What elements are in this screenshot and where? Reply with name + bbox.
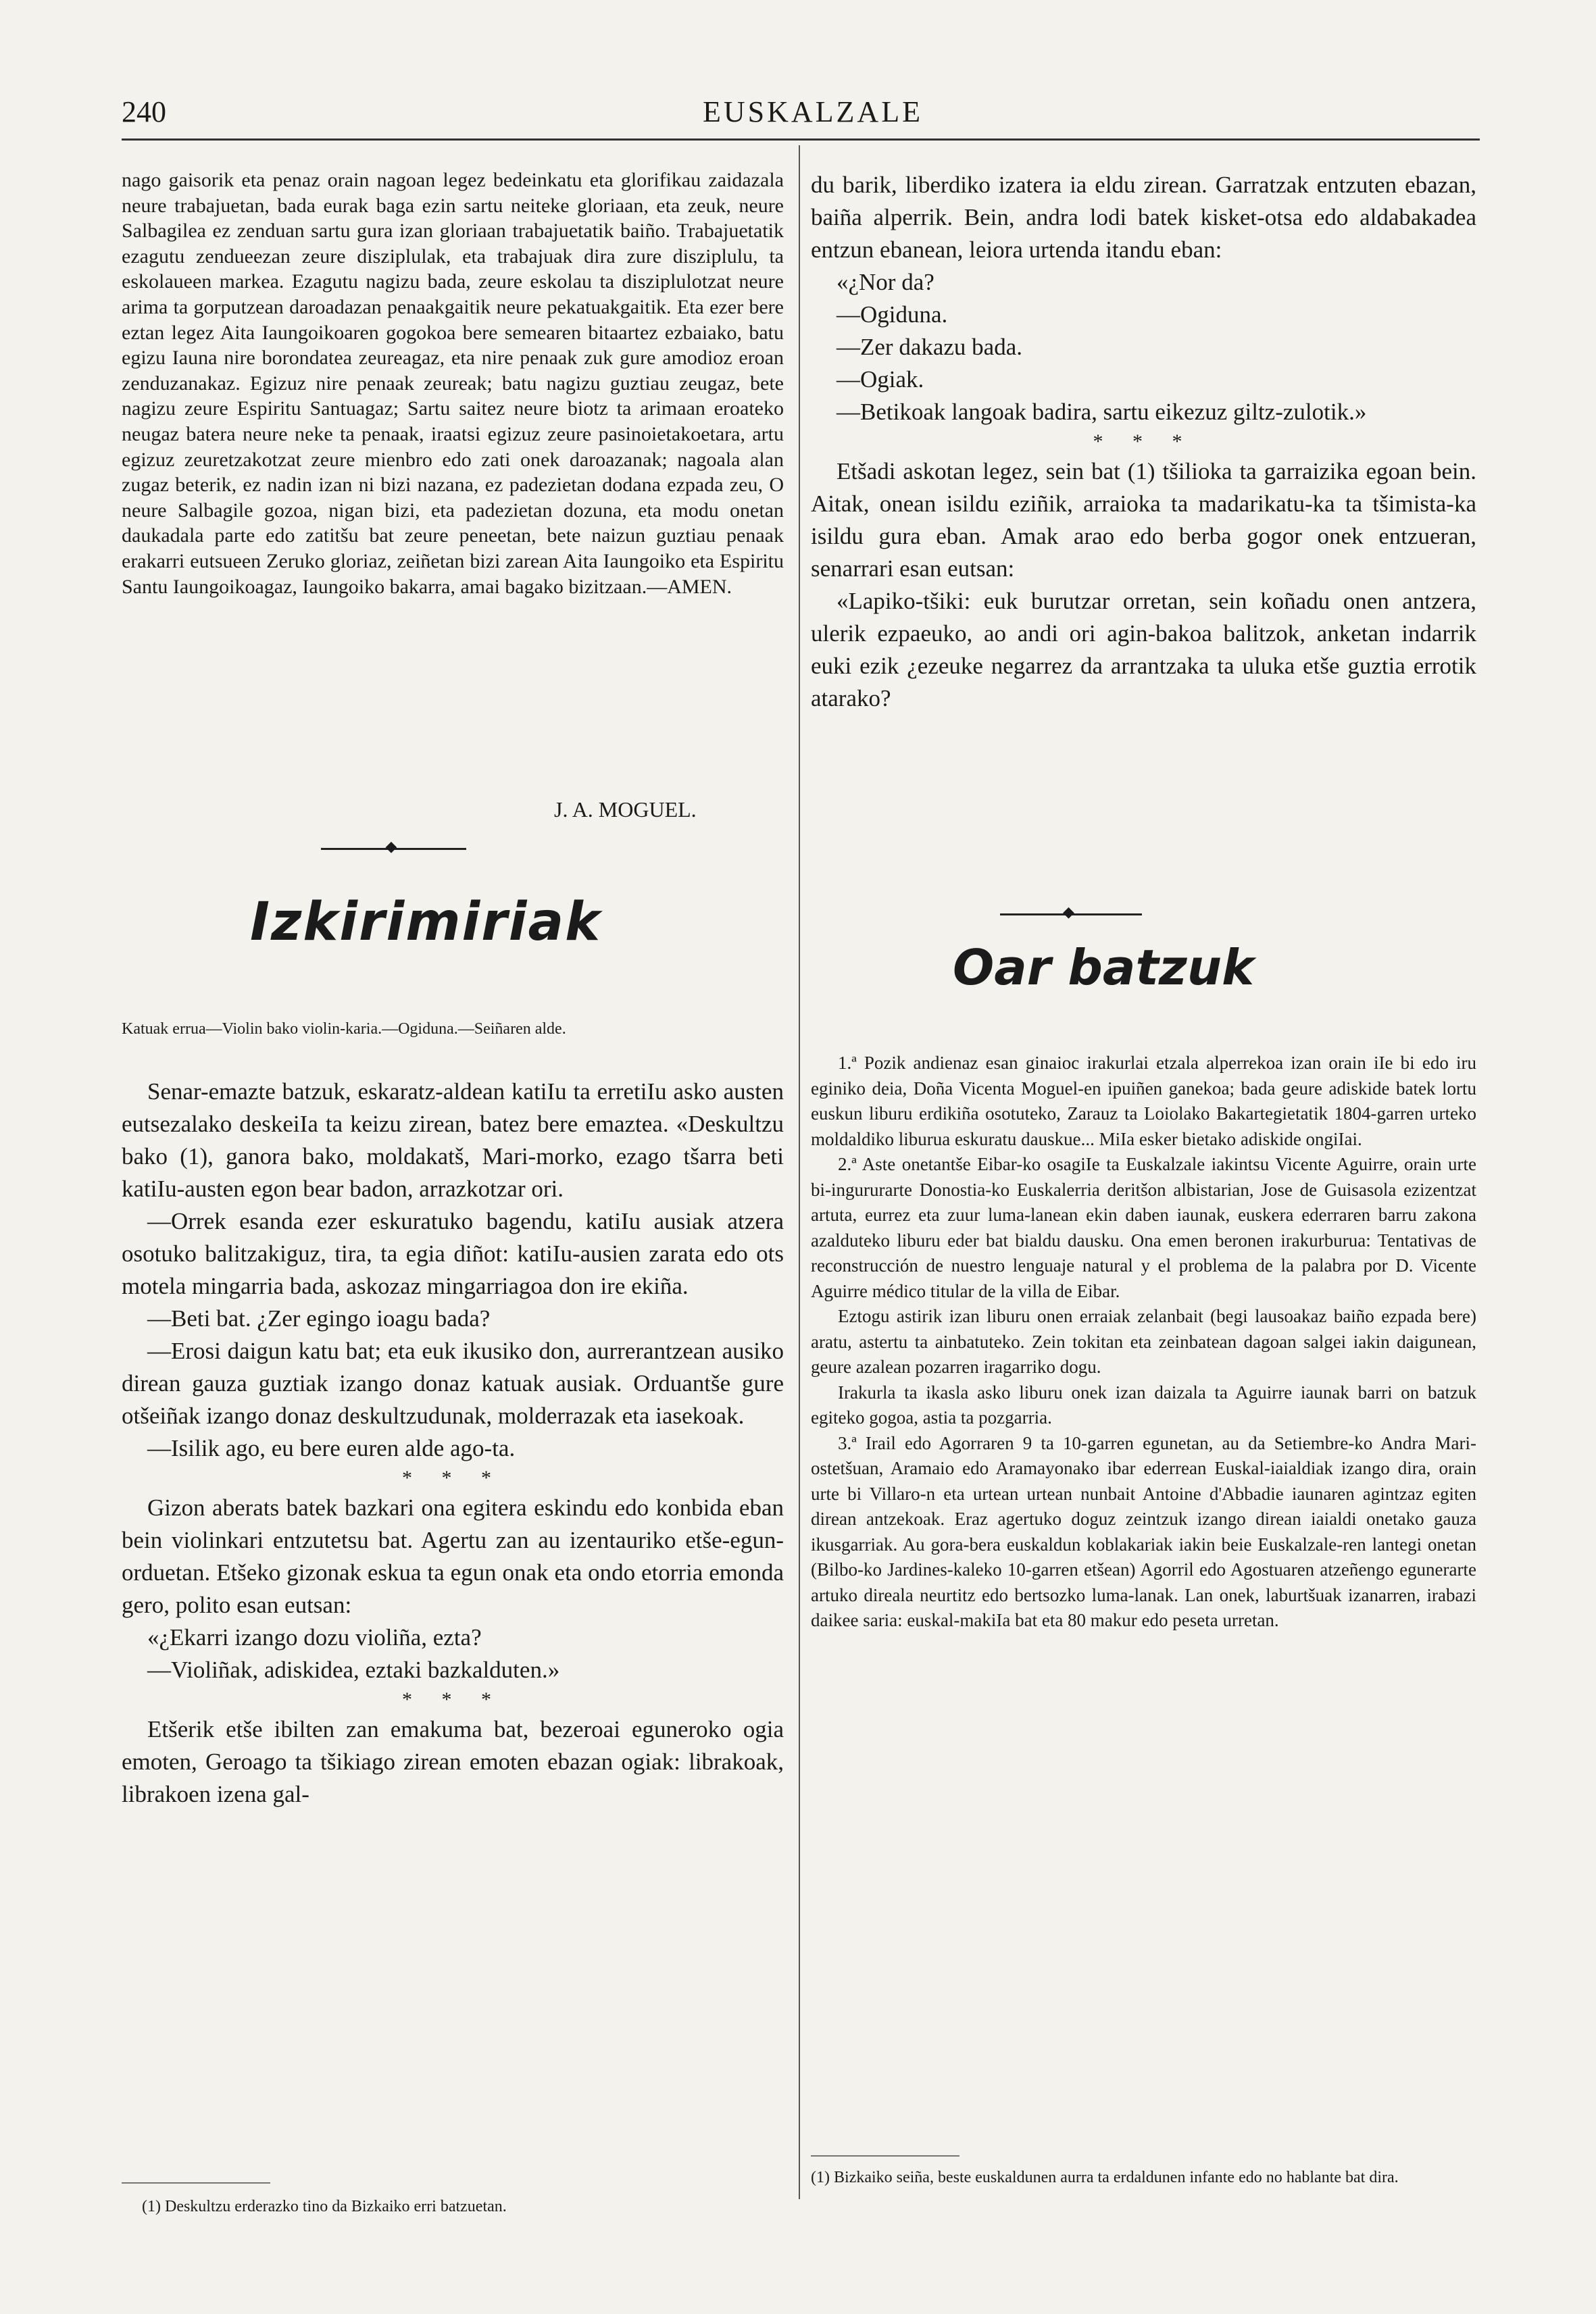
dialogue-line: —Beti bat. ¿Zer egingo ioagu bada?	[147, 1305, 491, 1332]
prayer-text-block	[122, 168, 784, 599]
page-header	[122, 95, 1480, 135]
dialogue-line: —Erosi daigun katu bat; eta euk ikusiko don, aurrerantzean ausiko direan gauza guztiak izango donaz katuak ausiak. Orduantše gure otšeiñak izango donaz deskultzudunak, molderrazak eta iasekoak.	[122, 1338, 784, 1429]
running-title: EUSKALZALE	[703, 95, 923, 128]
paragraph: Gizon aberats batek bazkari ona egitera eskindu edo konbida eban bein violinkari entzutetsu bat. Agertu zan au izentauriko etše-egun-orduetan. Etšeko gizonak eskua ta egun onak eta ondo etorria emonda gero, polito esan eutsan:	[122, 1494, 784, 1618]
page-number: 240	[122, 95, 166, 128]
section-title-izkirimiriak: Izkirimiriak	[250, 892, 601, 953]
note-paragraph: Eztogu astirik izan liburu onen erraiak zelanbait (begi lausoakaz baiño ezpada bere) aratu, astertu ta ainbatuteko. Zein tokitan eta zeinbatean dagoan salgei iakin daigunean, geure azalean pozarren iragarriko dogu.	[811, 1306, 1476, 1377]
dialogue-line: «¿Ekarri izango dozu violiña, ezta?	[147, 1624, 482, 1651]
section-caption: Katuak errua—Violin bako violin-karia.—Ogiduna.—Seiñaren alde.	[122, 1020, 566, 1038]
left-body-text	[122, 1076, 784, 1811]
section-stars: * * *	[402, 1467, 503, 1489]
ornament-divider	[321, 848, 466, 850]
ornament-divider	[1000, 913, 1142, 915]
right-body-text	[811, 169, 1476, 715]
footnote-rule	[811, 2155, 959, 2157]
paragraph: Etšadi askotan legez, sein bat (1) tšilioka ta garraizika egoan bein. Aitak, onean isildu eziñik, arraioka ta madarikatu-ka ta tšimista-ka isildu gura eban. Amak arao edo berba gogor onek entzueran, senarrari esan eutsan:	[811, 458, 1476, 582]
paragraph: Senar-emazte batzuk, eskaratz-aldean katiIu ta erretiIu asko austen eutsezalako deskeiIa ta keizu zirean, batez bere emaztea. «Deskultzu bako (1), ganora bako, moldakatš, Mari-morko, ezago tšarra beti katiIu-austen egon bear badon, arrazkotzar ori.	[122, 1078, 784, 1202]
footnote-right: (1) Bizkaiko seiña, beste euskaldunen aurra ta erdaldunen infante edo no hablante bat dira.	[811, 2169, 1399, 2186]
section-title-oar-batzuk: Oar batzuk	[953, 939, 1254, 996]
note-paragraph: 1.ª Pozik andienaz esan ginaioc irakurlai etzala alperrekoa izan orain iIe bi edo iru eginiko deia, Doña Vicenta Moguel-en ipuiñen ganekoa; bada geure adiskide batek lortu euskun liburu erdikiña osotuteko, Zarauz ta Loiolako Bakartegietatik 1804-garren urteko moldaldiko liburua eskuratu dauskue... MiIa esker bietako adiskide ongiIai.	[811, 1053, 1476, 1149]
dialogue-line: —Isilik ago, eu bere euren alde ago-ta.	[147, 1435, 516, 1461]
section-stars: * * *	[1093, 430, 1195, 453]
header-rule	[122, 139, 1480, 141]
dialogue-line: —Zer dakazu bada.	[837, 334, 1022, 360]
author-signature: J. A. MOGUEL.	[554, 797, 697, 822]
paragraph: du barik, liberdiko izatera ia eldu zirean. Garratzak entzuten ebazan, baiña alperrik. Bein, andra lodi batek kisket-otsa edo aldabakadea entzun ebanean, leiora urtenda itandu eban:	[811, 172, 1476, 263]
note-paragraph: Irakurla ta ikasla asko liburu onek izan daizala ta Aguirre iaunak barri on batzuk egiteko gogoa, astia ta pozgarria.	[811, 1382, 1476, 1428]
notes-block	[811, 1051, 1476, 1634]
prayer-paragraph: nago gaisorik eta penaz orain nagoan legez bedeinkatu eta glorifikau zaidazala neure trabajuetan, bada eurak baga ezin sartu neiteke gloriaan, eta zeuk, neure Salbagilea ez zenduan sartu gura izan gloriaan trabajuetatik baiño. Trabajuetatik ezagutu zendueezan zeure disziplulak, eta trabajuak dira zure disziplulu, ta eskolaueen markea. Ezagutu nagizu bada, zeure eskolau ta disziplulotzat neure arima ta gorputzean daroadazan penaakgaitik neure pekatuakgaitik. Eta ezer bere eztan legez Aita Iaungoikoaren gogokoa bere semearen bitaartez ezbaiako, batu egizu Iauna nire borondatea zeureagaz, eta nire penaak zuk gure amodioz eroan zenduzanakaz. Egizuz nire penaak zeureak; batu nagizu guztiau zeugaz, bete nagizu zeure Espiritu Santuagaz; Sartu saitez neure biotz ta arimaan eroateko neugaz batera neure neke ta penaak, iraatsi egizuz zeure pasinoietakoetara, artu egizuz zeuretzakotzat zeure mienbro edo zati onek daroazanak; nagoala alan zugaz beterik, ez nadin izan ni bizi nazana, ez padezietan dodana ezpada zeu, O neure Salbagile gozoa, nigan bizi, eta padezietan dozuna, eta modu onetan daukadala parte edo zatitšu bat zeure peneetan, bete naizun guztiau penaak erakarri eutsueen Zeruko gloriaz, zeiñetan bizi zarean Aita Iaungoiko eta Espiritu Santu Iaungoikoagaz, Iaungoiko bakarra, amai bagako bizitzaan.—AMEN.	[122, 169, 784, 598]
footnote-rule	[122, 2182, 270, 2184]
section-stars: * * *	[402, 1688, 503, 1711]
dialogue-line: —Ogiak.	[837, 366, 924, 393]
note-paragraph: 2.ª Aste onetantše Eibar-ko osagiIe ta Euskalzale iakintsu Vicente Aguirre, orain urte bi-ingururarte Donostia-ko Euskalerria deritšon albistarian, Jose de Guisasola ezizentzat artuta, eurrez eta zuur luma-lanean ekin daben iaunak, euskera ederraren barru zakona azalduteko liburu eder bat bialdu dausku. Ona emen beronen irakurburua: Tentativas de reconstrucción de nuestro lenguaje natural y el problema de la palabra por D. Vicente Aguirre médico titular de la villa de Eibar.	[811, 1154, 1476, 1301]
column-divider	[799, 145, 800, 2199]
dialogue-line: —Ogiduna.	[837, 301, 948, 328]
dialogue-line: —Violiñak, adiskidea, eztaki bazkalduten.»	[147, 1657, 560, 1683]
dialogue-line: —Orrek esanda ezer eskuratuko bagendu, katiIu ausiak atzera osotuko balitzakiguz, tira, ta egia diñot: katiIu-ausien zarata edo ots motela mingarria bada, askozaz mingarriagoa don ire ekiña.	[122, 1208, 784, 1299]
dialogue-line: «¿Nor da?	[837, 269, 934, 295]
dialogue-line: —Betikoak langoak badira, sartu eikezuz giltz-zulotik.»	[837, 399, 1367, 425]
note-paragraph: 3.ª Irail edo Agorraren 9 ta 10-garren egunetan, au da Setiembre-ko Andra Mari-ostetšuan, Aramaio edo Aramayonako ibar ederrean Euskal-iaialdiak izango dira, orain urte bi Villaro-n eta urtean urtean nunbait Antoine d'Abbadie iaunaren agintzaz egiten direan antzekoak. Eraz agertuko doguz zeintzuk izango direan iaialdi onetako gauza ikusgarriak. Au gora-bera euskaldun koblakariak iakin beie Euskalzale-ren lantegi onetan (Bilbo-ko Jardines-kaleko 10-garren etšean) Agorril edo Agostuaren atzeñengo egunerarte artuko direala neurtitz edo bertsozko luma-lanak. Lan onek, laburtšuak izanarren, irabazi daikee saria: euskal-makiIa bat eta 80 makur edo peseta urretan.	[811, 1432, 1476, 1630]
footnote-left: (1) Deskultzu erderazko tino da Bizkaiko erri batzuetan.	[142, 2198, 507, 2215]
paragraph: Etšerik etše ibilten zan emakuma bat, bezeroai eguneroko ogia emoten, Geroago ta tšikiago zirean emoten ebazan ogiak: librakoak, librakoen izena gal-	[122, 1716, 784, 1807]
dialogue-line: «Lapiko-tšiki: euk burutzar orretan, sein koñadu onen antzera, ulerik ezpaeuko, ao andi ori agin-bakoa balitzok, anketan indarrik euki ezik ¿ezeuke negarrez da arrantzaka ta uluka etše guztia errotik atarako?	[811, 588, 1476, 711]
